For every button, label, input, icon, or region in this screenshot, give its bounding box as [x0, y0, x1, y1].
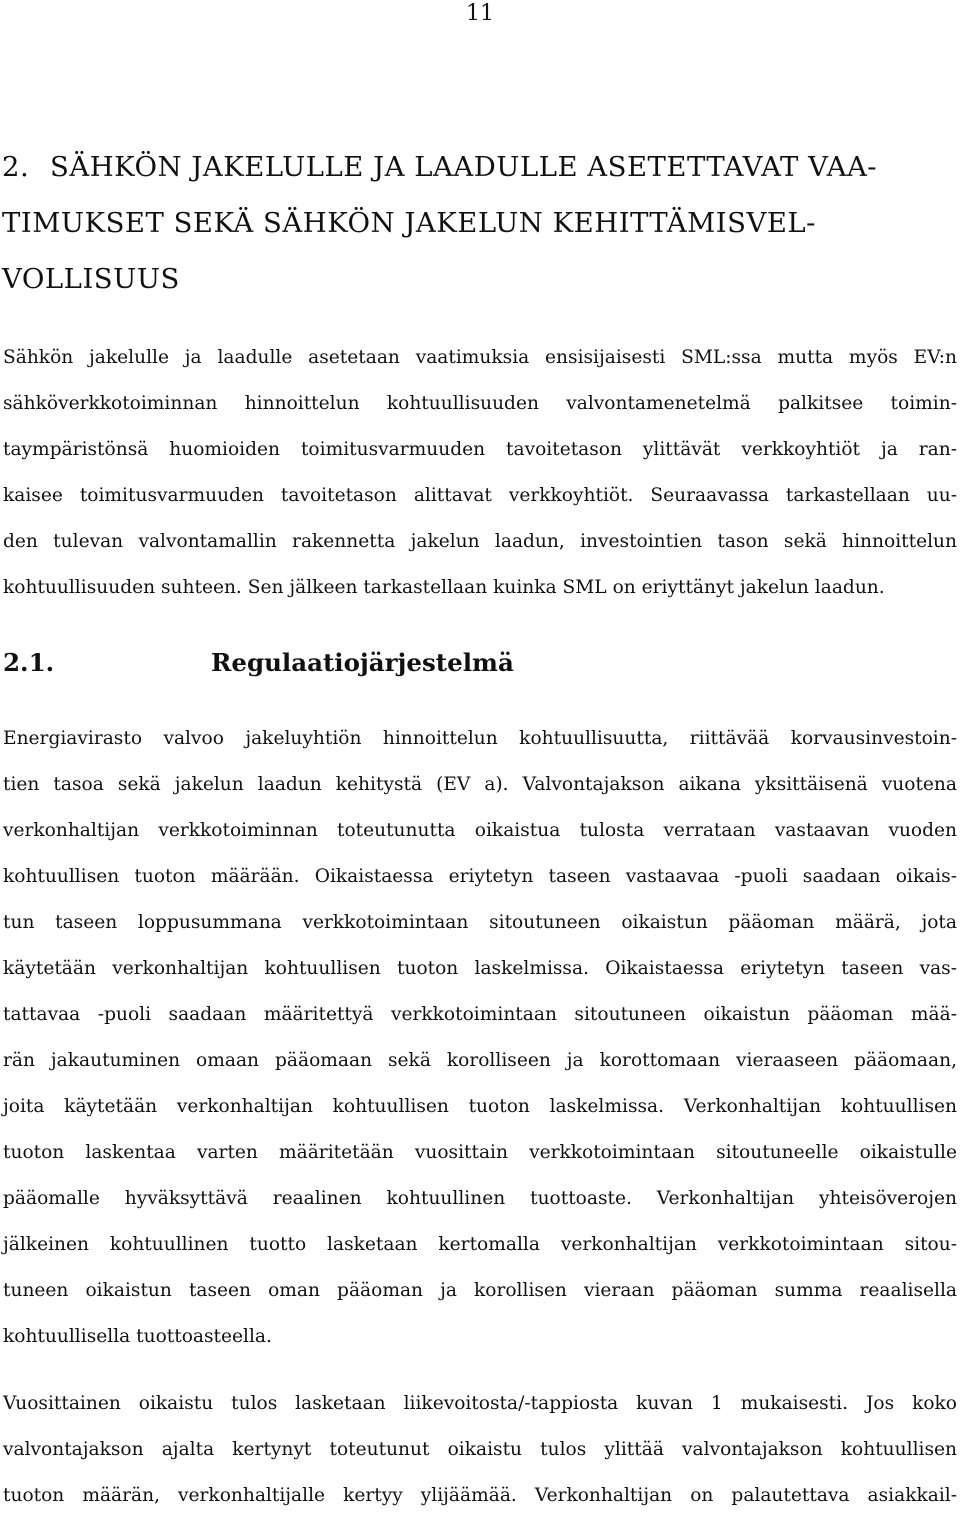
- paragraph-line: käytetään verkonhaltijan kohtuullisen tuoton laskelmissa. Oikaistaessa eriytetyn taseen vas-: [3, 958, 957, 979]
- paragraph-line: kohtuullisen tuoton määrään. Oikaistaessa eriytetyn taseen vastaavaa -puoli saadaan oikais-: [3, 866, 957, 887]
- paragraph-line: Vuosittainen oikaistu tulos lasketaan liikevoitosta/-tappiosta kuvan 1 mukaisesti. Jos koko: [3, 1393, 957, 1414]
- paragraph-line: valvontajakson ajalta kertynyt toteutunut oikaistu tulos ylittää valvontajakson kohtuullisen: [3, 1439, 957, 1460]
- result-paragraph: [3, 1381, 957, 1519]
- regulation-paragraph: [3, 716, 957, 1360]
- paragraph-line: joita käytetään verkonhaltijan kohtuullisen tuoton laskelmissa. Verkonhaltijan kohtuullisen: [3, 1096, 957, 1117]
- section-heading: [3, 640, 953, 686]
- paragraph-line: pääomalle hyväksyttävä reaalinen kohtuullinen tuottoaste. Verkonhaltijan yhteisöverojen: [3, 1188, 957, 1209]
- chapter-heading-line: [2, 139, 952, 195]
- paragraph-line: tuoton määrän, verkonhaltijalle kertyy ylijäämää. Verkonhaltijan on palautettava asiakkail-: [3, 1485, 957, 1506]
- paragraph-line: tuneen oikaistun taseen oman pääoman ja korollisen vieraan pääoman summa reaalisella: [3, 1280, 957, 1301]
- section-number: 2.1.: [3, 648, 55, 677]
- paragraph-line: kohtuullisuuden suhteen. Sen jälkeen tarkastellaan kuinka SML on eriyttänyt jakelun laadun.: [3, 577, 885, 598]
- paragraph-line: sähköverkkotoiminnan hinnoittelun kohtuullisuuden valvontamenetelmä palkitsee toimin-: [3, 393, 957, 414]
- paragraph-line: verkonhaltijan verkkotoiminnan toteutunutta oikaistua tulosta verrataan vastaavan vuoden: [3, 820, 957, 841]
- page-number: 11: [466, 1, 494, 26]
- chapter-title-line-2: TIMUKSET SEKÄ SÄHKÖN JAKELUN KEHITTÄMISVEL-: [2, 207, 816, 239]
- chapter-title-line-3: VOLLISUUS: [2, 263, 180, 295]
- paragraph-line: jälkeinen kohtuullinen tuotto lasketaan kertomalla verkonhaltijan verkkotoimintaan sitou-: [3, 1234, 957, 1255]
- section-title: Regulaatiojärjestelmä: [211, 648, 514, 677]
- paragraph-line: kohtuullisella tuottoasteella.: [3, 1326, 272, 1347]
- chapter-heading: [2, 139, 952, 307]
- paragraph-line: Energiavirasto valvoo jakeluyhtiön hinnoittelun kohtuullisuutta, riittävää korvausinvestoin-: [3, 728, 957, 749]
- paragraph-line: rän jakautuminen omaan pääomaan sekä korolliseen ja korottomaan vieraaseen pääomaan,: [3, 1050, 957, 1071]
- paragraph-line: tuoton laskentaa varten määritetään vuosittain verkkotoimintaan sitoutuneelle oikaistulle: [3, 1142, 957, 1163]
- paragraph-line: tien tasoa sekä jakelun laadun kehitystä (EV a). Valvontajakson aikana yksittäisenä vuotena: [3, 774, 957, 795]
- paragraph-line: tun taseen loppusummana verkkotoimintaan sitoutuneen oikaistun pääoman määrä, jota: [3, 912, 957, 933]
- paragraph-line: den tulevan valvontamallin rakennetta jakelun laadun, investointien tason sekä hinnoittelun: [3, 531, 957, 552]
- chapter-title-line-1: SÄHKÖN JAKELULLE JA LAADULLE ASETETTAVAT VAA-: [50, 151, 878, 183]
- paragraph-line: kaisee toimitusvarmuuden tavoitetason alittavat verkkoyhtiöt. Seuraavassa tarkastellaan uu-: [3, 485, 957, 506]
- intro-paragraph: [3, 335, 957, 611]
- chapter-number: 2.: [2, 151, 30, 183]
- paragraph-line: tattavaa -puoli saadaan määritettyä verkkotoimintaan sitoutuneen oikaistun pääoman mää-: [3, 1004, 957, 1025]
- paragraph-line: taympäristönsä huomioiden toimitusvarmuuden tavoitetason ylittävät verkkoyhtiöt ja ran-: [3, 439, 957, 460]
- paragraph-line: Sähkön jakelulle ja laadulle asetetaan vaatimuksia ensisijaisesti SML:ssa mutta myös EV:n: [3, 347, 957, 368]
